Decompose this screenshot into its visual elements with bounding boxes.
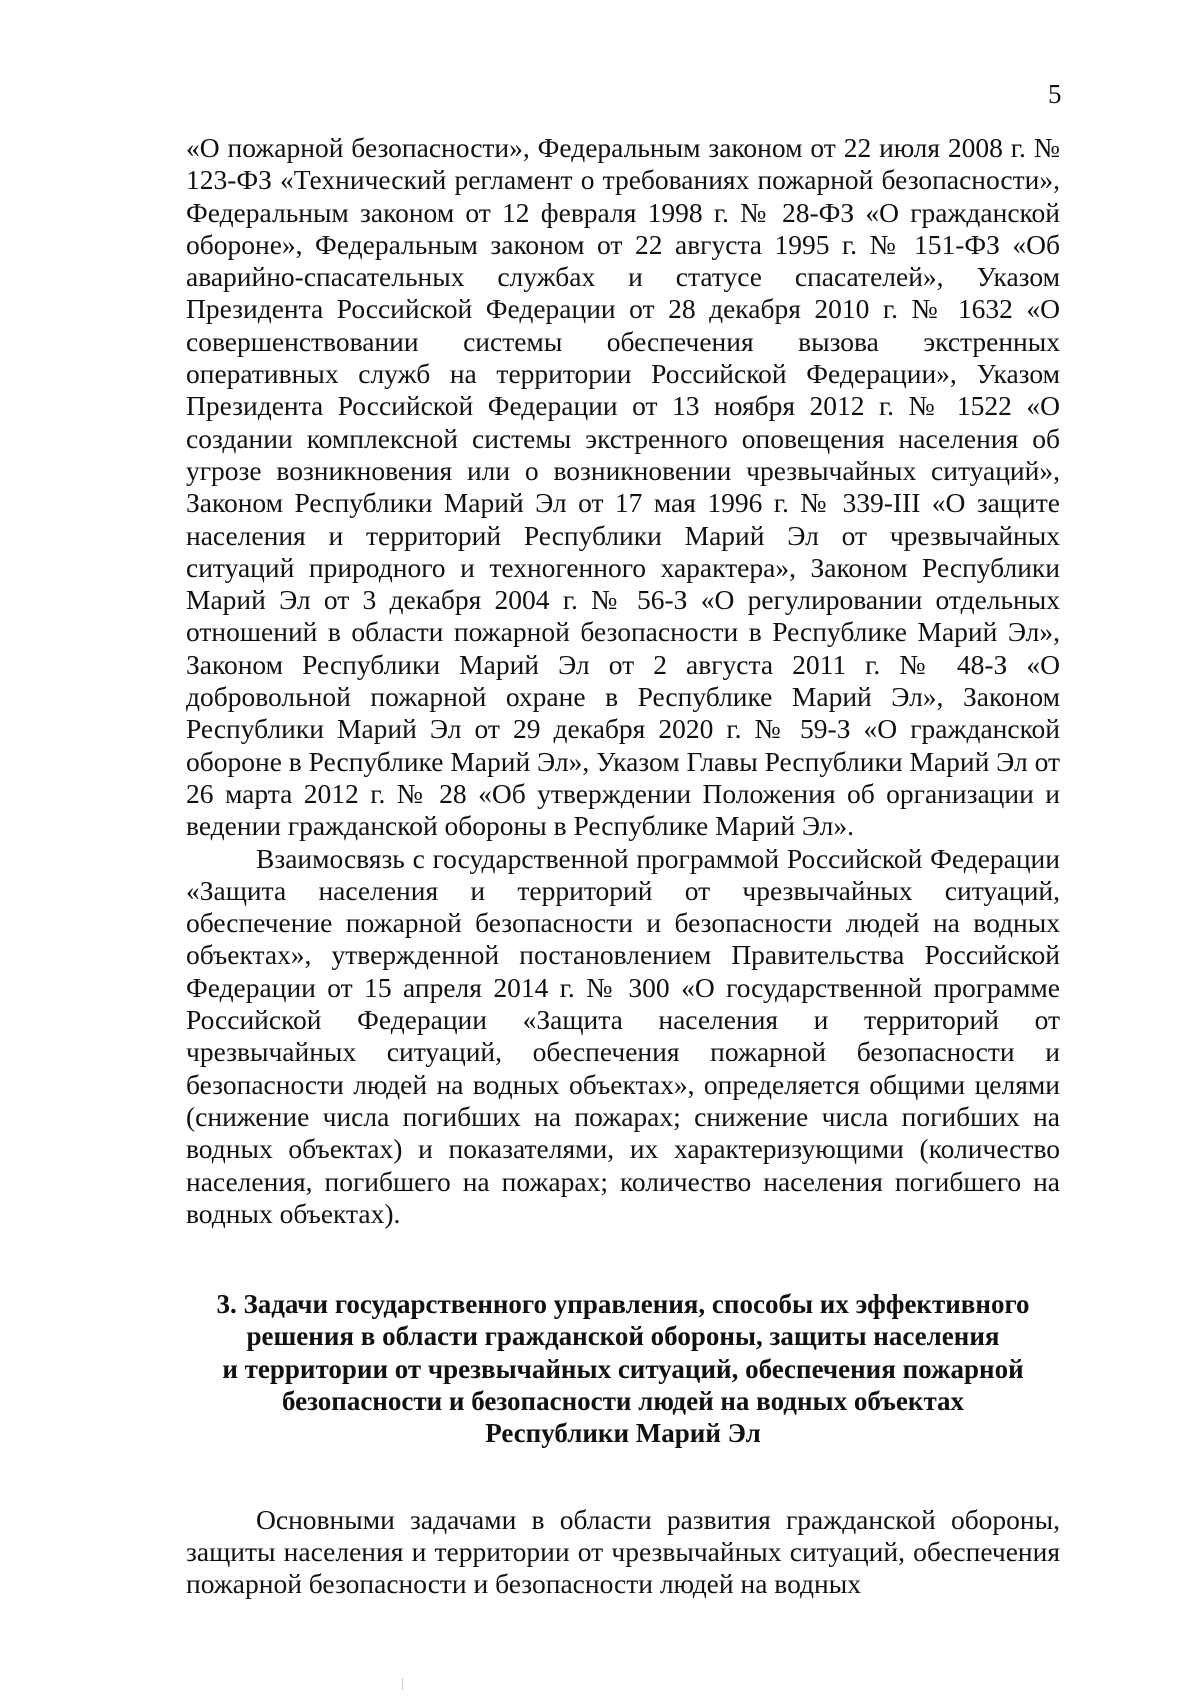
- section-3-heading-line: 3. Задачи государственного управления, способы их эффективного: [216, 1289, 1030, 1320]
- section-3-heading: [186, 1288, 1060, 1449]
- legal-basis-paragraph: «О пожарной безопасности», Федеральным законом от 22 июля 2008 г. № 123-ФЗ «Технический регламент о требованиях пожарной безопасности», Федеральным законом от 12 февраля 1998 г. № 28-ФЗ «О гражданской обороне», Федеральным законом от 22 августа 1995 г. № 151-ФЗ «Об аварийно-спасательных службах и статусе спасателей», Указом Президента Российской Федерации от 28 декабря 2010 г. № 1632 «О совершенствовании системы обеспечения вызова экстренных оперативных служб на территории Российской Федерации», Указом Президента Российской Федерации от 13 ноября 2012 г. № 1522 «О создании комплексной системы экстренного оповещения населения об угрозе возникновения или о возникновении чрезвычайных ситуаций», Законом Республики Марий Эл от 17 мая 1996 г. № 339-III «О защите населения и территорий Республики Марий Эл от чрезвычайных ситуаций природного и техногенного характера», Законом Республики Марий Эл от 3 декабря 2004 г. № 56-З «О регулировании отдельных отношений в области пожарной безопасности в Республике Марий Эл», Законом Республики Марий Эл от 2 августа 2011 г. № 48-З «О добровольной пожарной охране в Республике Марий Эл», Законом Республики Марий Эл от 29 декабря 2020 г. № 59-З «О гражданской обороне в Республике Марий Эл», Указом Главы Республики Марий Эл от 26 марта 2012 г. № 28 «Об утверждении Положения об организации и ведении гражданской обороны в Республике Марий Эл».: [186, 132, 1060, 842]
- program-relation-paragraph: Взаимосвязь с государственной программой Российской Федерации «Защита населения и территорий от чрезвычайных ситуаций, обеспечение пожарной безопасности и безопасности людей на водных объектах», утвержденной постановлением Правительства Российской Федерации от 15 апреля 2014 г. № 300 «О государственной программе Российской Федерации «Защита населения и территорий от чрезвычайных ситуаций, обеспечения пожарной безопасности и безопасности людей на водных объектах», определяется общими целями (снижение числа погибших на пожарах; снижение числа погибших на водных объектах) и показателями, их характеризующими (количество населения, погибшего на пожарах; количество населения погибшего на водных объектах).: [186, 842, 1060, 1229]
- section-3-heading-line: и территории от чрезвычайных ситуаций, обеспечения пожарной: [222, 1353, 1024, 1384]
- section-3-paragraph: Основными задачами в области развития гражданской обороны, защиты населения и территории от чрезвычайных ситуаций, обеспечения пожарной безопасности и безопасности людей на водных: [186, 1503, 1060, 1600]
- section-3-heading-line: безопасности и безопасности людей на водных объектах: [281, 1385, 965, 1416]
- section-3-heading-line: решения в области гражданской обороны, защиты населения: [246, 1321, 1000, 1352]
- document-body: [186, 132, 1060, 1600]
- section-3-heading-line: Республики Марий Эл: [485, 1418, 761, 1449]
- scan-artifact-mark: [402, 1678, 403, 1690]
- page-number: 5: [1048, 79, 1062, 109]
